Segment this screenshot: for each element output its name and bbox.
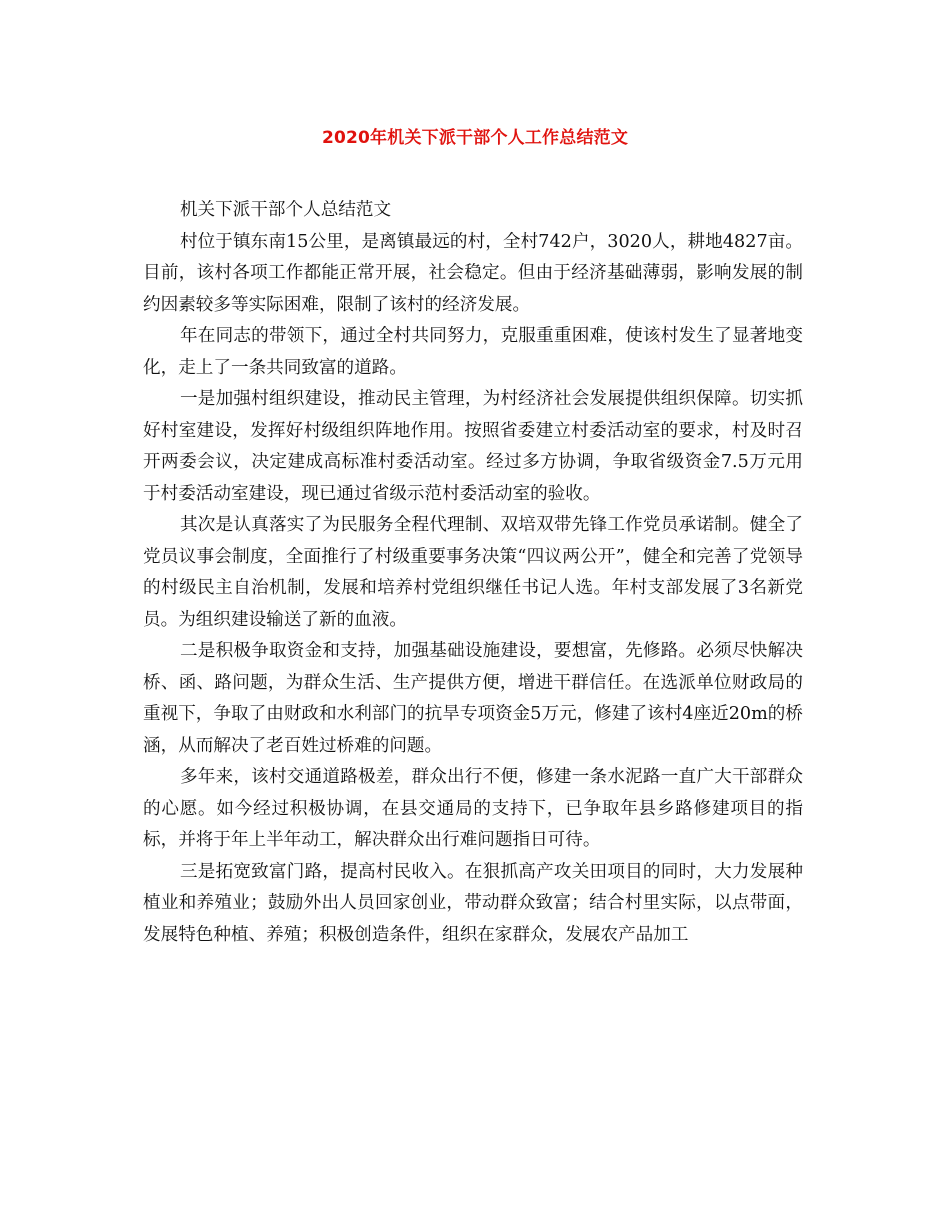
paragraph: 三是拓宽致富门路，提高村民收入。在狠抓高产攻关田项目的同时，大力发展种植业和养殖业；鼓励外出人员回家创业，带动群众致富；结合村里实际，以点带面，发展特色种植、养殖；积极创造条件，组织在家群众，发展农产品加工 bbox=[143, 861, 803, 945]
paragraph: 二是积极争取资金和支持，加强基础设施建设，要想富，先修路。必须尽快解决桥、函、路问题，为群众生活、生产提供方便，增进干群信任。在选派单位财政局的重视下，争取了由财政和水利部门的抗旱专项资金5万元，修建了该村4座近20m的桥涵，从而解决了老百姓过桥难的问题。 bbox=[143, 641, 803, 756]
paragraph: 一是加强村组织建设，推动民主管理，为村经济社会发展提供组织保障。切实抓好村室建设，发挥好村级组织阵地作用。按照省委建立村委活动室的要求，村及时召开两委会议，决定建成高标准村委活动室。经过多方协调，争取省级资金7.5万元用于村委活动室建设，现已通过省级示范村委活动室的验收。 bbox=[143, 389, 803, 504]
paragraph: 年在同志的带领下，通过全村共同努力，克服重重困难，使该村发生了显著地变化，走上了一条共同致富的道路。 bbox=[143, 326, 803, 378]
paragraph: 村位于镇东南15公里，是离镇最远的村，全村742户，3020人，耕地4827亩。目前，该村各项工作都能正常开展，社会稳定。但由于经济基础薄弱，影响发展的制约因素较多等实际困难，限制了该村的经济发展。 bbox=[143, 231, 803, 315]
document-body bbox=[143, 195, 803, 951]
document-title: 2020年机关下派干部个人工作总结范文 bbox=[321, 128, 629, 148]
paragraph-subtitle: 机关下派干部个人总结范文 bbox=[179, 200, 392, 220]
paragraph: 多年来，该村交通道路极差，群众出行不便，修建一条水泥路一直广大干部群众的心愿。如今经过积极协调，在县交通局的支持下，已争取年县乡路修建项目的指标，并将于年上半年动工，解决群众出行难问题指日可待。 bbox=[143, 767, 803, 850]
paragraph: 其次是认真落实了为民服务全程代理制、双培双带先锋工作党员承诺制。健全了党员议事会制度，全面推行了村级重要事务决策“四议两公开”，健全和完善了党领导的村级民主自治机制，发展和培养村党组织继任书记人选。年村支部发展了3名新党员。为组织建设输送了新的血液。 bbox=[143, 515, 803, 630]
